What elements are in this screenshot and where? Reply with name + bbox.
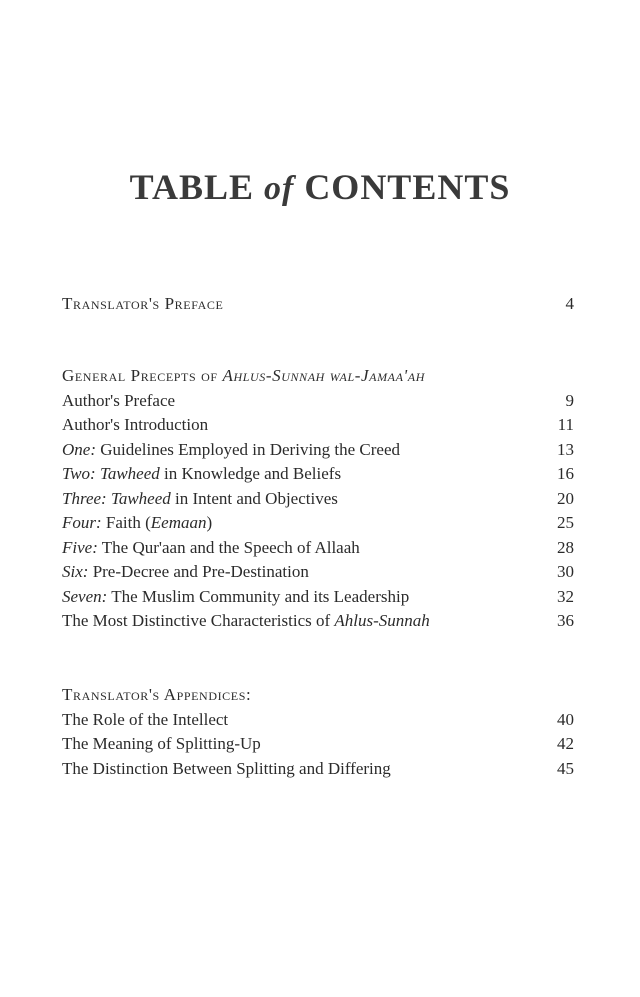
- toc-entry-label: The Distinction Between Splitting and Differing: [62, 758, 391, 778]
- heading-label: Translator's Appendices:: [62, 685, 252, 704]
- toc-entry-lead: Three: Tawheed: [62, 488, 171, 508]
- toc-page-number: 32: [557, 586, 574, 606]
- toc-entry-italic: Eemaan: [150, 513, 207, 532]
- toc-entry-label: Faith (: [101, 513, 151, 532]
- toc-page-number: 42: [557, 734, 574, 753]
- toc-page-number: 45: [557, 758, 574, 778]
- toc-entry-chapter-three[interactable]: [62, 487, 574, 512]
- toc-page-number: 36: [557, 611, 574, 630]
- title-word-contents: CONTENTS: [304, 167, 511, 207]
- toc-page-number: 30: [557, 562, 574, 581]
- toc-entry-label: Translator's Preface: [62, 294, 224, 313]
- toc-entry-translators-preface[interactable]: [62, 292, 574, 317]
- appendices-section: [62, 683, 574, 781]
- heading-italic: Ahlus-Sunnah wal-Jamaa'ah: [222, 366, 425, 385]
- toc-page-number: 16: [557, 464, 574, 483]
- toc-entry-splitting-vs-differing[interactable]: [62, 757, 574, 782]
- toc-entry-lead: Six:: [62, 562, 89, 581]
- toc-page-number: 25: [557, 513, 574, 532]
- toc-entry-label: The Muslim Community and its Leadership: [107, 586, 410, 606]
- toc-entry-close: ): [206, 513, 213, 532]
- toc-entry-authors-introduction[interactable]: [62, 413, 574, 438]
- toc-page-number: 28: [557, 537, 574, 557]
- section-heading-appendices: [62, 683, 574, 708]
- page-title: [0, 166, 640, 208]
- toc-entry-chapter-four[interactable]: [62, 511, 574, 536]
- toc-entry-lead: Five:: [62, 537, 98, 557]
- toc-page-number: 4: [565, 294, 574, 313]
- toc-entry-chapter-five[interactable]: [62, 536, 574, 561]
- toc-page-number: 40: [557, 709, 574, 729]
- toc-entry-meaning-of-splitting[interactable]: [62, 732, 574, 757]
- toc-page-number: 11: [557, 415, 574, 434]
- toc-entry-chapter-two[interactable]: [62, 462, 574, 487]
- toc-page-number: 20: [557, 488, 574, 508]
- toc-entry-role-of-intellect[interactable]: [62, 708, 574, 733]
- toc-entry-italic: Ahlus-Sunnah: [334, 611, 430, 630]
- toc-entry-lead: Four:: [62, 513, 102, 532]
- toc-entry-lead: One:: [62, 439, 96, 459]
- toc-entry-label: The Most Distinctive Characteristics of: [62, 611, 335, 630]
- toc-entry-label: in Knowledge and Beliefs: [159, 464, 342, 483]
- preface-section: [62, 292, 574, 317]
- toc-entry-chapter-seven[interactable]: [62, 585, 574, 610]
- toc-entry-label: in Intent and Objectives: [170, 488, 338, 508]
- title-word-table: TABLE: [129, 167, 254, 207]
- toc-entry-lead: Seven:: [62, 586, 108, 606]
- toc-page-number: 9: [565, 390, 574, 410]
- title-word-of: of: [263, 170, 295, 207]
- toc-page-number: 13: [557, 439, 574, 459]
- section-heading-general-precepts: [62, 364, 574, 389]
- toc-entry-label: The Qur'aan and the Speech of Allaah: [97, 537, 360, 557]
- general-precepts-section: [62, 364, 574, 634]
- toc-entry-label: Guidelines Employed in Deriving the Creed: [95, 439, 401, 459]
- toc-entry-lead: Two: Tawheed: [62, 464, 160, 483]
- toc-entry-label: The Role of the Intellect: [62, 709, 229, 729]
- toc-entry-chapter-six[interactable]: [62, 560, 574, 585]
- toc-entry-label: Author's Introduction: [62, 415, 209, 434]
- heading-prefix: General Precepts of: [62, 366, 223, 385]
- toc-entry-authors-preface[interactable]: [62, 389, 574, 414]
- toc-entry-label: Author's Preface: [62, 390, 176, 410]
- toc-entry-distinctive-characteristics[interactable]: [62, 609, 574, 634]
- toc-entry-label: The Meaning of Splitting-Up: [62, 734, 261, 753]
- toc-entry-label: Pre-Decree and Pre-Destination: [88, 562, 309, 581]
- toc-entry-chapter-one[interactable]: [62, 438, 574, 463]
